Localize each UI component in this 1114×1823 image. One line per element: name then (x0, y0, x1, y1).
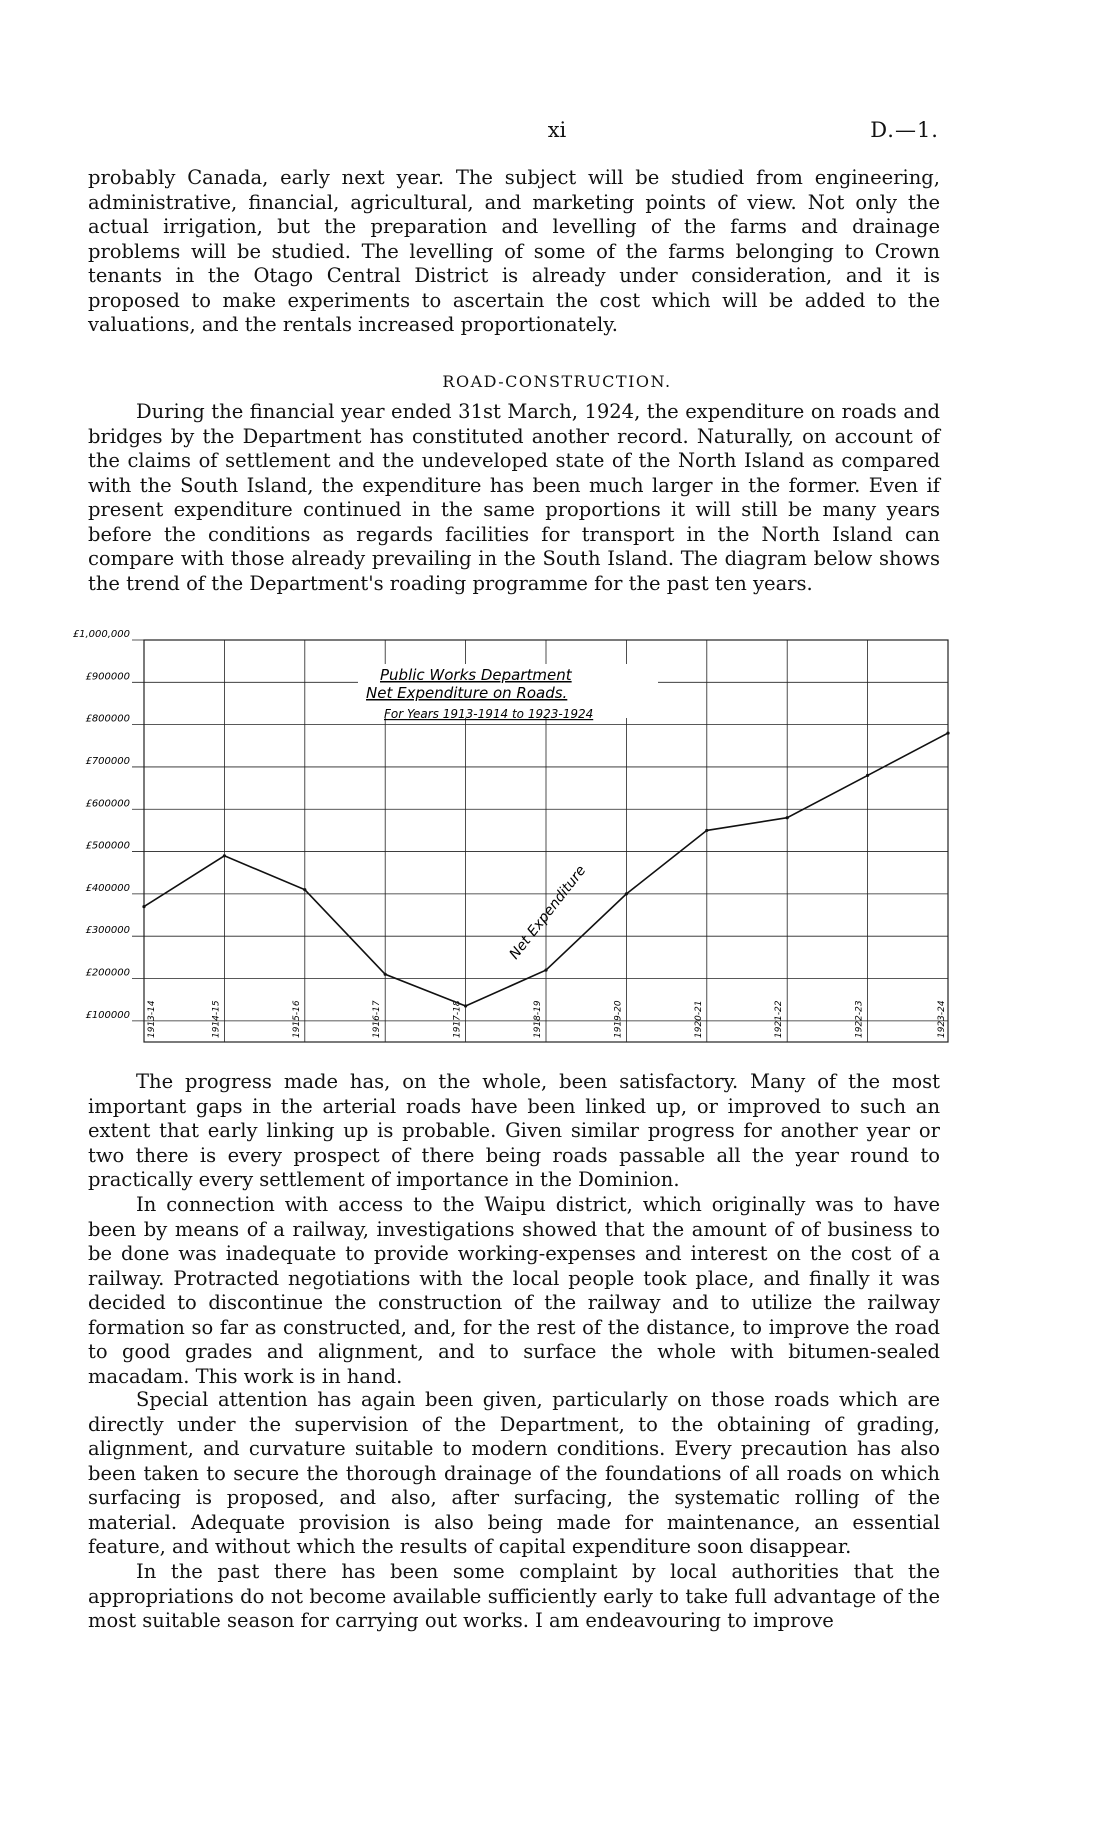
data-point (384, 973, 387, 976)
y-tick-label: £100000 (85, 1009, 130, 1021)
x-tick-label: 1919-20 (613, 1000, 624, 1038)
data-point (866, 774, 869, 777)
data-point (705, 829, 708, 832)
chart-title-line-2: Net Expenditure on Roads. (366, 684, 568, 702)
y-tick-label: £300000 (85, 925, 130, 937)
data-point (544, 968, 547, 971)
series-label: Net Expenditure (506, 862, 590, 963)
data-point (303, 888, 306, 891)
body-paragraph-1: The progress made has, on the whole, been satisfactory. Many of the most important gaps in the arterial roads have been linked up, or improved to such an extent that early linking up is probable. Given similar progress for another year or two there is every prospect of there being roads passable all the year round to practically every settlement of importance in the Dominion. (88, 1070, 940, 1191)
x-tick-label: 1917-18 (452, 1000, 463, 1038)
y-tick-label: £400000 (85, 882, 130, 894)
body-paragraph-3: Special attention has again been given, particularly on those roads which are directly under the supervision of the Department, to the obtaining of grading, alignment, and curvature suitable to modern conditions. Every precaution has also been taken to secure the thorough drainage of the foundations of all roads on which surfacing is proposed, and also, after surfacing, the systematic rolling of the material. Adequate provision is also being made for maintenance, an essential feature, and without which the results of capital expenditure soon disappear. (88, 1388, 940, 1558)
data-point (786, 816, 789, 819)
y-tick-label: £600000 (85, 798, 130, 810)
chart-title-line-1: Public Works Department (380, 666, 572, 684)
x-tick-label: 1914-15 (211, 1000, 222, 1038)
section-heading: ROAD-CONSTRUCTION. (442, 372, 672, 391)
y-tick-label: £900000 (85, 671, 130, 683)
intro-paragraph: probably Canada, early next year. The subject will be studied from engineering, administrative, financial, agricultural, and marketing points of view. Not only the actual irrigation, but the preparation and levelling of the farms and drainage problems will be studied. The levelling of some of the farms belonging to Crown tenants in the Otago Central District is already under consideration, and it is proposed to make experiments to ascertain the cost which will be added to the valuations, and the rentals increased proportionately. (88, 166, 940, 336)
x-tick-label: 1921-22 (774, 1000, 785, 1038)
x-tick-label: 1916-17 (372, 1000, 383, 1038)
x-tick-label: 1922-23 (854, 1000, 865, 1038)
body-paragraph-4: In the past there has been some complaint by local authorities that the appropriations do not become available sufficiently early to take full advantage of the most suitable season for carrying out works. I am endeavouring to improve (88, 1560, 940, 1632)
x-tick-label: 1920-21 (693, 1000, 704, 1038)
x-tick-label: 1918-19 (533, 1000, 543, 1038)
body-paragraph-2: In connection with access to the Waipu district, which originally was to have been by means of a railway, investigations showed that the amount of of business to be done was inadequate to provide working-expenses and interest on the cost of a railway. Protracted negotiations with the local people took place, and finally it was decided to discontinue the construction of the railway and to utilize the railway formation so far as constructed, and, for the rest of the distance, to improve the road to good grades and alignment, and to surface the whole with bitumen-sealed macadam. This work is in hand. (88, 1193, 940, 1388)
document-reference: D.—1. (870, 118, 939, 142)
x-axis-labels (147, 1000, 947, 1038)
data-point (223, 854, 226, 857)
x-tick-label: 1913-14 (147, 1000, 157, 1038)
y-axis-labels (73, 630, 130, 1021)
page-number: xi (547, 118, 567, 142)
y-tick-label: £200000 (85, 967, 130, 979)
data-point (625, 892, 628, 895)
data-point (946, 731, 949, 734)
y-tick-label: £1,000,000 (72, 630, 130, 640)
expenditure-chart (58, 630, 958, 1050)
x-tick-label: 1923-24 (937, 1000, 947, 1038)
road-construction-paragraph: During the financial year ended 31st March, 1924, the expenditure on roads and bridges by the Department has constituted another record. Naturally, on account of the claims of settlement and the undeveloped state of the North Island as compared with the South Island, the expenditure has been much larger in the former. Even if present expenditure continued in the same proportions it will still be many years before the conditions as regards facilities for transport in the North Island can compare with those already prevailing in the South Island. The diagram below shows the trend of the Department's roading programme for the past ten years. (88, 400, 940, 595)
y-tick-label: £500000 (85, 840, 130, 852)
data-point (142, 905, 145, 908)
chart-title-line-3: For Years 1913-1914 to 1923-1924 (384, 707, 594, 721)
y-tick-label: £700000 (85, 755, 130, 767)
y-tick-label: £800000 (85, 713, 130, 725)
x-tick-label: 1915-16 (291, 1000, 302, 1038)
data-point (464, 1004, 467, 1007)
